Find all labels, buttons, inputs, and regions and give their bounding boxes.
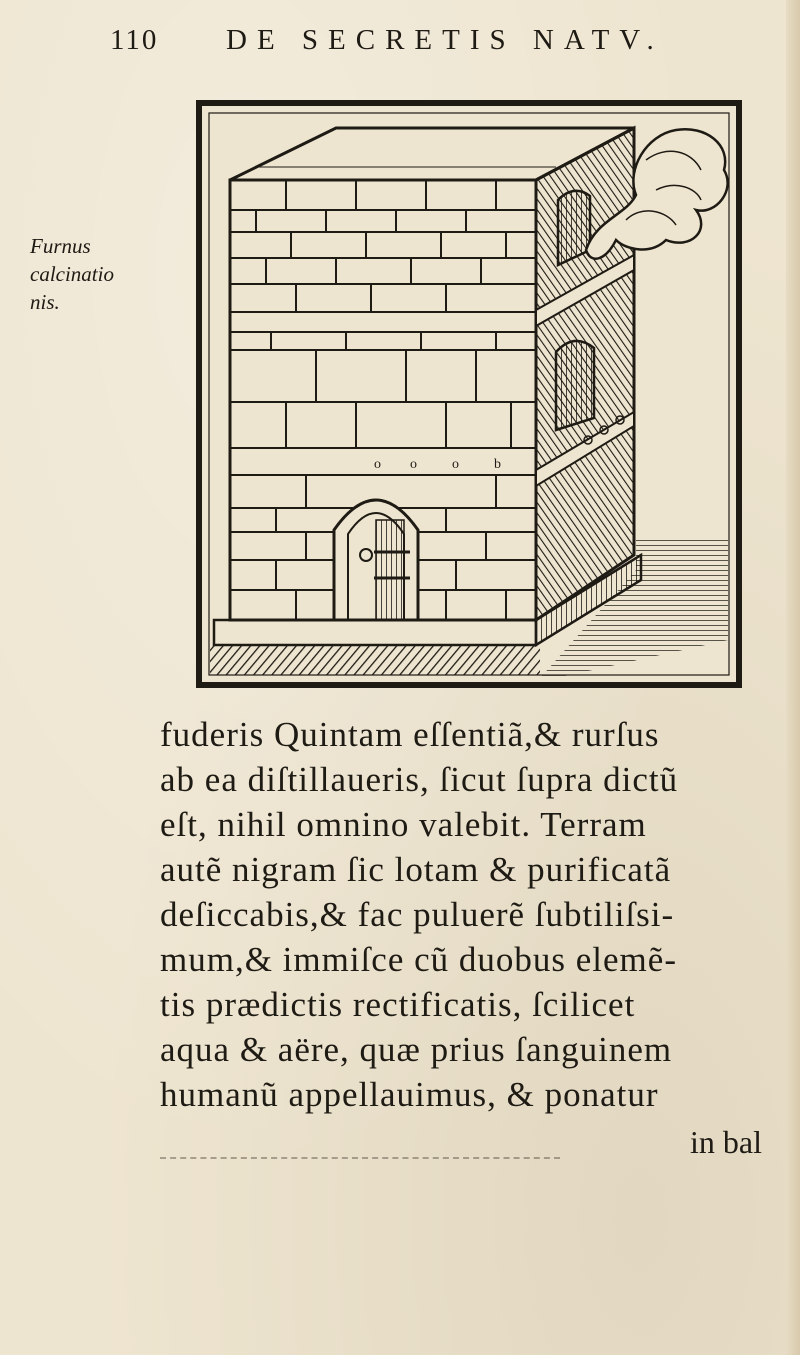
marginal-note-line: nis.	[30, 290, 60, 314]
vent-mark: o	[374, 457, 381, 472]
vent-mark: o	[452, 457, 459, 472]
text-line: autẽ nigram ſic lotam & purificatã	[160, 850, 672, 889]
text-line: aqua & aëre, quæ prius ſanguinem	[160, 1030, 673, 1069]
catchword: in bal	[690, 1124, 762, 1160]
vent-mark: o	[410, 457, 417, 472]
text-line: eſt, nihil omnino valebit. Terram	[160, 805, 647, 844]
text-line: humanũ appellauimus, & ponatur	[160, 1075, 659, 1114]
running-title: DE SECRETIS NATV.	[226, 24, 664, 56]
text-line: deſiccabis,& fac puluerẽ ſubtiliſsi-	[160, 895, 675, 934]
marginal-note	[30, 232, 150, 316]
marginal-note-line: calcinatio	[30, 262, 114, 286]
text-line: fuderis Quintam eſſentiã,& rurſus	[160, 715, 660, 754]
print-rule	[160, 1157, 560, 1159]
ground-hatching	[210, 645, 540, 675]
page-edge	[786, 0, 800, 1355]
marginal-note-line: Furnus	[30, 234, 91, 258]
vent-mark: b	[494, 457, 501, 472]
page-number: 110	[110, 24, 159, 56]
body-text	[160, 712, 790, 1117]
text-line: tis prædictis rectificatis, ſcilicet	[160, 985, 636, 1024]
text-line: mum,& immiſce cũ duobus elemẽ-	[160, 940, 677, 979]
running-head	[110, 24, 710, 64]
text-line: ab ea diſtillaueris, ſicut ſupra dictũ	[160, 760, 679, 799]
furnace-woodcut-illustration	[196, 100, 742, 688]
